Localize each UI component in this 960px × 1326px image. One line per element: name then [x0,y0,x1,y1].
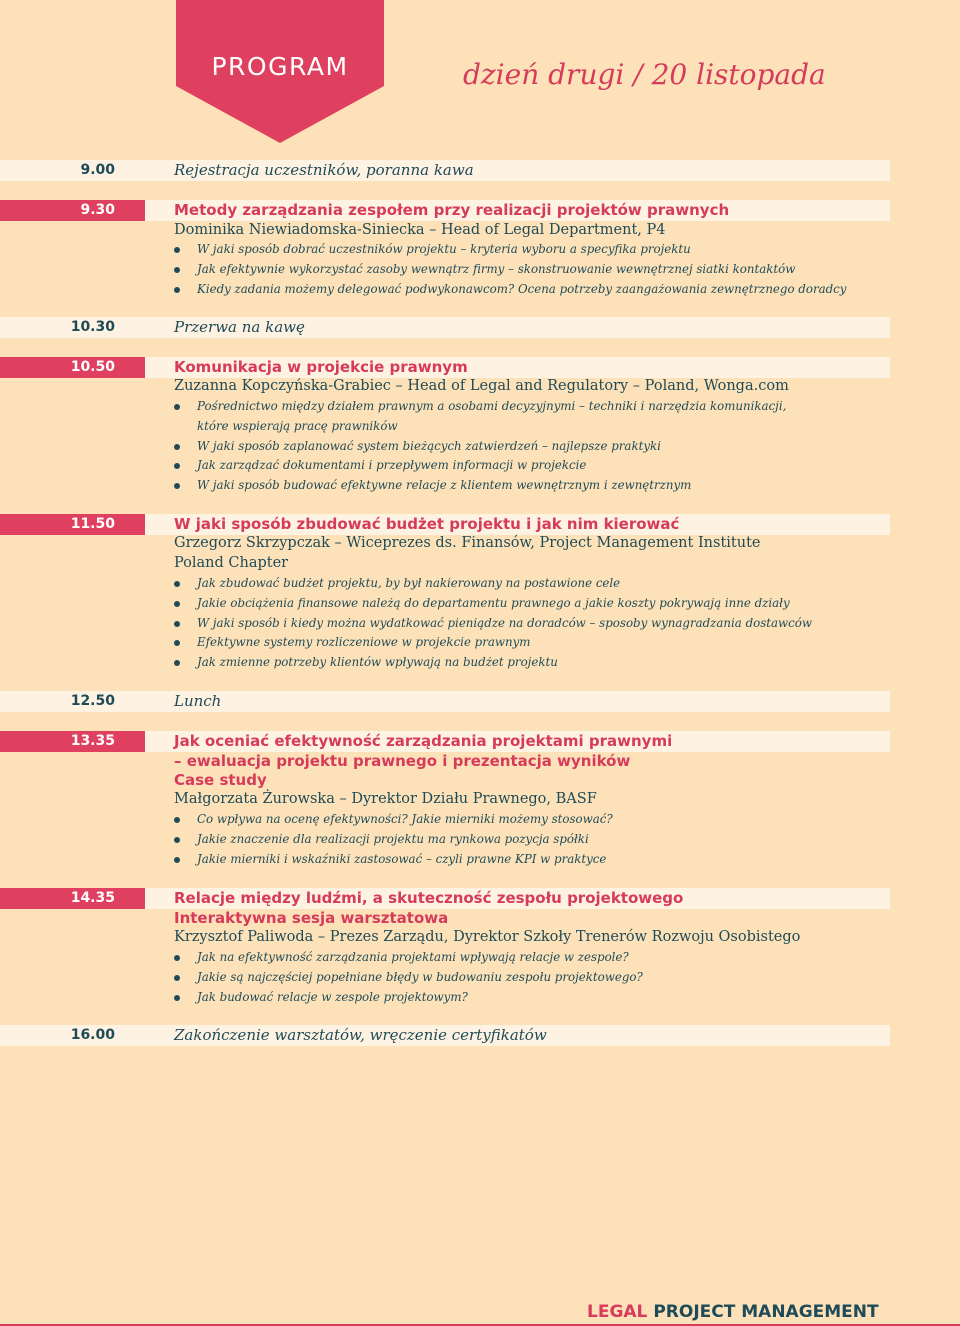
session-bullets [174,240,894,299]
bullet-item: Jak zmienne potrzeby klientów wpływają na budżet projektu [174,653,894,673]
session-bullets [174,574,894,673]
session-title [174,889,934,928]
session-time: 9.00 [80,162,115,178]
bullet-item: Jak na efektywność zarządzania projektami wpływają relacje w zespole? [174,948,894,968]
bullet-dot-icon [174,640,180,646]
bullet-item: Jakie mierniki i wskaźniki zastosować – czyli prawne KPI w praktyce [174,850,894,870]
bullet-item: W jaki sposób budować efektywne relacje z klientem wewnętrznym i zewnętrznym [174,476,894,496]
footer-brand [587,1302,879,1322]
bullet-dot-icon [174,581,180,587]
session-title-line: Relacje między ludźmi, a skuteczność zespołu projektowego [174,889,684,907]
bullet-dot-icon [174,404,180,410]
bullet-item: Jakie obciążenia finansowe należą do departamentu prawnego a jakie koszty pokrywają inne działy [174,594,894,614]
bullet-dot-icon [174,621,180,627]
bullet-dot-icon [174,857,180,863]
session-title: Komunikacja w projekcie prawnym [174,358,468,376]
session-bullets [174,397,894,496]
bullet-item: Efektywne systemy rozliczeniowe w projekcie prawnym [174,633,894,653]
bullet-item: W jaki sposób i kiedy można wydatkować pieniądze na doradców – sposoby wynagradzania dostawców [174,614,894,634]
session-time: 9.30 [80,202,115,218]
bullet-dot-icon [174,995,180,1001]
session-title [174,732,934,791]
session-time: 12.50 [70,693,115,709]
bullet-dot-icon [174,837,180,843]
session-time: 10.30 [70,319,115,335]
bullet-item: Jak efektywnie wykorzystać zasoby wewnątrz firmy – skonstruowanie wewnętrznej siatki kontaktów [174,260,894,280]
bullet-dot-icon [174,247,180,253]
day-title: dzień drugi / 20 listopada [463,58,826,91]
bullet-dot-icon [174,601,180,607]
session-title-line: Jak oceniać efektywność zarządzania projektami prawnymi [174,732,673,750]
bullet-item: Jakie znaczenie dla realizacji projektu ma rynkowa pozycja spółki [174,830,894,850]
bullet-item: Jak zbudować budżet projektu, by był nakierowany na postawione cele [174,574,894,594]
session-bullets [174,810,894,869]
session-title: Rejestracja uczestników, poranna kawa [174,161,474,179]
bullet-dot-icon [174,287,180,293]
bullet-dot-icon [174,463,180,469]
bullet-item: Kiedy zadania możemy delegować podwykonawcom? Ocena potrzeby zaangażowania zewnętrznego doradcy [174,280,894,300]
bullet-item: Jak budować relacje w zespole projektowym? [174,988,894,1008]
session-speaker: Zuzanna Kopczyńska-Grabiec – Head of Legal and Regulatory – Poland, Wonga.com [174,378,789,394]
session-time: 13.35 [70,733,115,749]
bullet-dot-icon [174,267,180,273]
program-label: PROGRAM [211,52,349,81]
bullet-item: Jak zarządzać dokumentami i przepływem informacji w projekcie [174,456,894,476]
session-speaker: Małgorzata Żurowska – Dyrektor Działu Prawnego, BASF [174,791,597,807]
bullet-item: W jaki sposób zaplanować system bieżących zatwierdzeń – najlepsze praktyki [174,437,894,457]
session-title: Przerwa na kawę [174,318,305,336]
footer-brand-legal: LEGAL [587,1302,648,1322]
session-title: W jaki sposób zbudować budżet projektu i jak nim kierować [174,515,680,533]
session-speaker: Dominika Niewiadomska-Siniecka – Head of Legal Department, P4 [174,222,666,238]
bullet-dot-icon [174,975,180,981]
session-time: 11.50 [70,516,115,532]
session-title-line: Case study [174,771,267,789]
session-speaker: Grzegorz Skrzypczak – Wiceprezes ds. Finansów, Project Management Institute Poland Chapter [174,535,761,571]
bullet-dot-icon [174,444,180,450]
session-time: 10.50 [70,359,115,375]
session-title: Zakończenie warsztatów, wręczenie certyfikatów [174,1026,547,1044]
session-time: 16.00 [70,1027,115,1043]
footer-brand-pm: PROJECT MANAGEMENT [653,1302,879,1322]
bullet-item-continued: które wspierają pracę prawników [197,418,398,433]
session-bullets [174,948,894,1007]
bullet-item: Co wpływa na ocenę efektywności? Jakie mierniki możemy stosować? [174,810,894,830]
bullet-dot-icon [174,660,180,666]
bullet-dot-icon [174,483,180,489]
session-time: 14.35 [70,890,115,906]
bullet-item: W jaki sposób dobrać uczestników projektu – kryteria wyboru a specyfika projektu [174,240,894,260]
session-title-line: Interaktywna sesja warsztatowa [174,908,449,927]
bullet-dot-icon [174,955,180,961]
session-speaker: Krzysztof Paliwoda – Prezes Zarządu, Dyrektor Szkoły Trenerów Rozwoju Osobistego [174,929,801,945]
bullet-item: Pośrednictwo między działem prawnym a osobami decyzyjnymi – techniki i narzędzia komunikacji, [174,397,894,417]
bullet-item: Jakie są najczęściej popełniane błędy w budowaniu zespołu projektowego? [174,968,894,988]
session-title-line: – ewaluacja projektu prawnego i prezentacja wyników [174,751,631,770]
bullet-dot-icon [174,817,180,823]
session-title: Metody zarządzania zespołem przy realizacji projektów prawnych [174,201,730,219]
session-title: Lunch [174,692,222,710]
